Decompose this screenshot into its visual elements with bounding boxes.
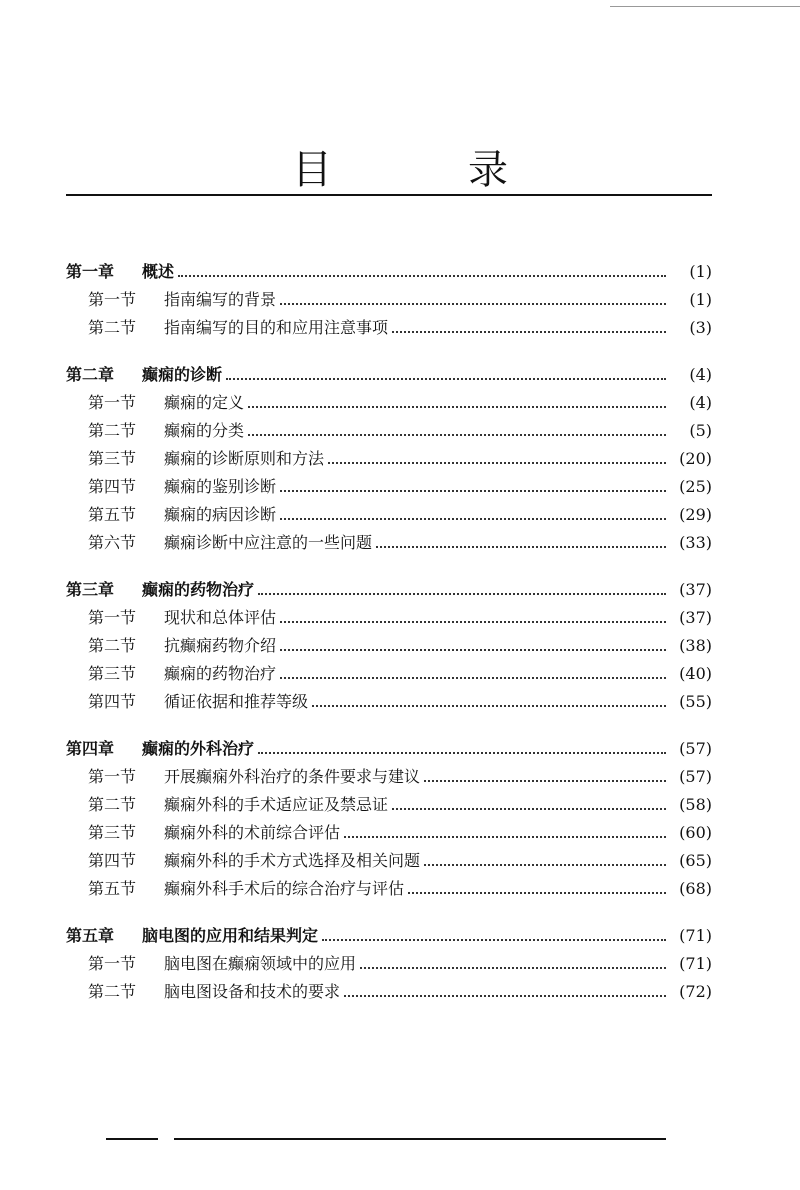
toc-section-entry-number: 第六节 — [88, 533, 137, 552]
chapter-group — [66, 580, 712, 712]
toc-section-entry[interactable] — [66, 393, 712, 413]
chapter-group — [66, 365, 712, 553]
toc-section-entry-number: 第二节 — [88, 982, 137, 1001]
toc-section-entry-page-number: (4) — [689, 393, 712, 412]
toc-section-entry-number: 第一节 — [88, 290, 137, 309]
toc-chapter-entry[interactable] — [66, 926, 712, 946]
toc-section-entry-number: 第三节 — [88, 823, 137, 842]
toc-section-entry-page-number: (58) — [679, 795, 712, 814]
dot-leader — [312, 704, 666, 707]
toc-chapter-entry-page-number: (1) — [689, 262, 712, 281]
toc-chapter-entry[interactable] — [66, 262, 712, 282]
toc-section-entry-title: 癫痫的定义 — [164, 393, 245, 412]
toc-section-entry-page-number: (55) — [679, 692, 712, 711]
toc-section-entry-page-number: (72) — [679, 982, 712, 1001]
toc-section-entry-number: 第三节 — [88, 664, 137, 683]
toc-section-entry-page-number: (40) — [679, 664, 712, 683]
toc-section-entry-title: 抗癫痫药物介绍 — [164, 636, 277, 655]
toc-chapter-entry-page-number: (57) — [679, 739, 712, 758]
toc-chapter-entry-number: 第一章 — [66, 262, 115, 281]
dot-leader — [322, 938, 666, 941]
toc-section-entry-title: 癫痫外科的手术适应证及禁忌证 — [164, 795, 389, 814]
toc-section-entry-number: 第四节 — [88, 477, 137, 496]
toc-section-entry[interactable] — [66, 608, 712, 628]
toc-chapter-entry-number: 第二章 — [66, 365, 115, 384]
toc-section-entry[interactable] — [66, 767, 712, 787]
toc-section-entry-page-number: (57) — [679, 767, 712, 786]
toc-section-entry-title: 癫痫外科的手术方式选择及相关问题 — [164, 851, 421, 870]
dot-leader — [328, 461, 666, 464]
toc-section-entry[interactable] — [66, 449, 712, 469]
toc-chapter-entry-title: 脑电图的应用和结果判定 — [142, 926, 319, 945]
toc-section-entry-title: 循证依据和推荐等级 — [164, 692, 309, 711]
footer-rule — [106, 1138, 666, 1140]
toc-chapter-entry-number: 第四章 — [66, 739, 115, 758]
toc-section-entry-page-number: (29) — [679, 505, 712, 524]
toc-section-entry-title: 脑电图设备和技术的要求 — [164, 982, 341, 1001]
toc-section-entry-title: 现状和总体评估 — [164, 608, 277, 627]
dot-leader — [392, 330, 666, 333]
toc-section-entry-page-number: (20) — [679, 449, 712, 468]
toc-section-entry-number: 第二节 — [88, 318, 137, 337]
dot-leader — [344, 835, 666, 838]
dot-leader — [258, 592, 666, 595]
dot-leader — [408, 891, 666, 894]
dot-leader — [248, 405, 666, 408]
chapter-group — [66, 739, 712, 899]
dot-leader — [376, 545, 666, 548]
toc-section-entry[interactable] — [66, 505, 712, 525]
toc-chapter-entry-title: 癫痫的药物治疗 — [142, 580, 255, 599]
toc-section-entry-number: 第一节 — [88, 767, 137, 786]
toc-section-entry-number: 第一节 — [88, 954, 137, 973]
toc-chapter-entry-page-number: (37) — [679, 580, 712, 599]
toc-section-entry-title: 开展癫痫外科治疗的条件要求与建议 — [164, 767, 421, 786]
toc-section-entry-title: 癫痫的病因诊断 — [164, 505, 277, 524]
toc-section-entry-number: 第四节 — [88, 851, 137, 870]
toc-section-entry-title: 癫痫的诊断原则和方法 — [164, 449, 325, 468]
toc-chapter-entry-number: 第五章 — [66, 926, 115, 945]
toc-section-entry[interactable] — [66, 533, 712, 553]
toc-section-entry-title: 癫痫的鉴别诊断 — [164, 477, 277, 496]
toc-section-entry[interactable] — [66, 664, 712, 684]
title-underline — [66, 194, 712, 196]
dot-leader — [178, 274, 666, 277]
toc-section-entry[interactable] — [66, 851, 712, 871]
toc-section-entry-page-number: (60) — [679, 823, 712, 842]
toc-section-entry-number: 第三节 — [88, 449, 137, 468]
toc-section-entry-title: 指南编写的目的和应用注意事项 — [164, 318, 389, 337]
dot-leader — [258, 751, 666, 754]
chapter-group — [66, 926, 712, 1002]
toc-section-entry-title: 癫痫的分类 — [164, 421, 245, 440]
toc-section-entry-page-number: (1) — [689, 290, 712, 309]
toc-section-entry[interactable] — [66, 954, 712, 974]
toc-section-entry-title: 指南编写的背景 — [164, 290, 277, 309]
dot-leader — [280, 489, 666, 492]
toc-section-entry-number: 第二节 — [88, 795, 137, 814]
dot-leader — [280, 648, 666, 651]
toc-section-entry-number: 第四节 — [88, 692, 137, 711]
dot-leader — [226, 377, 666, 380]
dot-leader — [360, 966, 666, 969]
toc-chapter-entry[interactable] — [66, 739, 712, 759]
toc-chapter-entry[interactable] — [66, 580, 712, 600]
toc-section-entry-number: 第二节 — [88, 636, 137, 655]
toc-chapter-entry-page-number: (4) — [689, 365, 712, 384]
toc-chapter-entry-title: 癫痫的诊断 — [142, 365, 223, 384]
dot-leader — [280, 517, 666, 520]
toc-section-entry-page-number: (38) — [679, 636, 712, 655]
toc-section-entry-page-number: (3) — [689, 318, 712, 337]
dot-leader — [424, 779, 666, 782]
toc-section-entry-number: 第一节 — [88, 608, 137, 627]
toc-section-entry-title: 癫痫外科的术前综合评估 — [164, 823, 341, 842]
chapter-group — [66, 262, 712, 338]
toc-section-entry-title: 癫痫外科手术后的综合治疗与评估 — [164, 879, 405, 898]
dot-leader — [280, 676, 666, 679]
toc-section-entry[interactable] — [66, 879, 712, 899]
toc-section-entry-page-number: (33) — [679, 533, 712, 552]
toc-chapter-entry-number: 第三章 — [66, 580, 115, 599]
toc-section-entry[interactable] — [66, 823, 712, 843]
toc-section-entry[interactable] — [66, 692, 712, 712]
dot-leader — [280, 620, 666, 623]
toc-section-entry[interactable] — [66, 290, 712, 310]
dot-leader — [392, 807, 666, 810]
table-of-contents — [66, 262, 712, 1029]
toc-chapter-entry-title: 概述 — [142, 262, 175, 281]
toc-section-entry[interactable] — [66, 982, 712, 1002]
toc-section-entry-title: 癫痫诊断中应注意的一些问题 — [164, 533, 373, 552]
toc-section-entry-number: 第五节 — [88, 505, 137, 524]
toc-section-entry-title: 癫痫的药物治疗 — [164, 664, 277, 683]
toc-section-entry[interactable] — [66, 636, 712, 656]
toc-section-entry-number: 第五节 — [88, 879, 137, 898]
toc-section-entry-number: 第二节 — [88, 421, 137, 440]
toc-section-entry-page-number: (68) — [679, 879, 712, 898]
toc-section-entry-page-number: (25) — [679, 477, 712, 496]
toc-section-entry[interactable] — [66, 421, 712, 441]
toc-section-entry-page-number: (37) — [679, 608, 712, 627]
toc-section-entry[interactable] — [66, 477, 712, 497]
toc-section-entry[interactable] — [66, 795, 712, 815]
toc-section-entry-title: 脑电图在癫痫领域中的应用 — [164, 954, 357, 973]
dot-leader — [248, 433, 666, 436]
dot-leader — [280, 302, 666, 305]
toc-section-entry-page-number: (5) — [689, 421, 712, 440]
toc-section-entry-number: 第一节 — [88, 393, 137, 412]
top-edge-rule — [610, 6, 800, 7]
toc-section-entry-page-number: (71) — [679, 954, 712, 973]
toc-chapter-entry-title: 癫痫的外科治疗 — [142, 739, 255, 758]
dot-leader — [424, 863, 666, 866]
dot-leader — [344, 994, 666, 997]
toc-chapter-entry-page-number: (71) — [679, 926, 712, 945]
page-title: 目 录 — [292, 147, 556, 193]
toc-chapter-entry[interactable] — [66, 365, 712, 385]
toc-section-entry[interactable] — [66, 318, 712, 338]
toc-section-entry-page-number: (65) — [679, 851, 712, 870]
